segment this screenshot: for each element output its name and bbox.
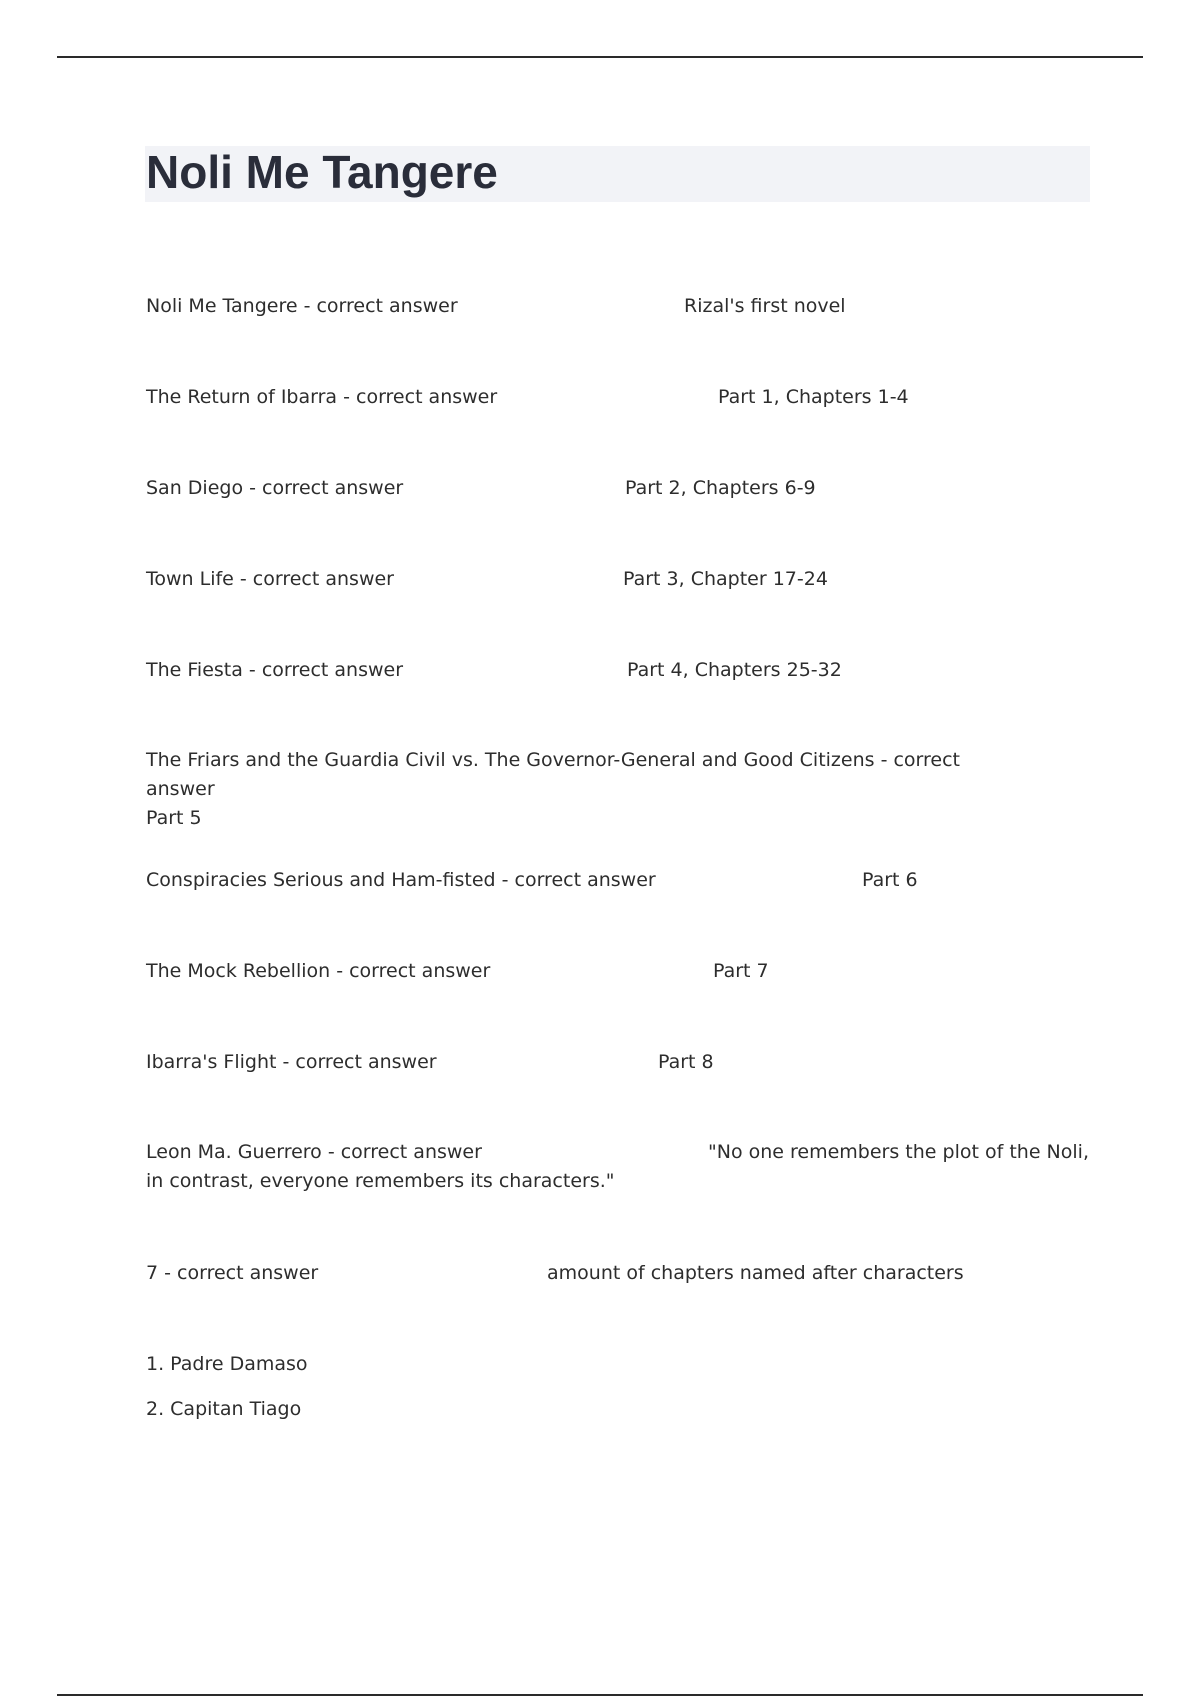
footer-rule [57, 1694, 1143, 1696]
card-term: Ibarra's Flight - correct answer [146, 1051, 437, 1073]
card-term: 7 - correct answer [146, 1262, 319, 1284]
card-term: Town Life - correct answer [146, 568, 394, 590]
card-definition: Part 1, Chapters 1-4 [718, 386, 909, 408]
card-term: Conspiracies Serious and Ham-fisted - correct answer [146, 869, 656, 891]
card-definition: Part 8 [658, 1051, 714, 1073]
card-term: San Diego - correct answer [146, 477, 404, 499]
list-item: 1. Padre Damaso [146, 1353, 308, 1375]
document-title: Noli Me Tangere [146, 146, 498, 198]
flashcard-row [146, 746, 1006, 833]
card-definition: Part 2, Chapters 6-9 [625, 477, 816, 499]
card-definition: Part 7 [713, 960, 769, 982]
card-term: The Return of Ibarra - correct answer [146, 386, 498, 408]
card-definition: Part 4, Chapters 25-32 [627, 659, 842, 681]
card-definition: Part 6 [862, 869, 918, 891]
card-definition: Rizal's first novel [684, 295, 846, 317]
list-item: 2. Capitan Tiago [146, 1398, 302, 1420]
header-rule [57, 56, 1143, 58]
card-definition: Part 3, Chapter 17-24 [623, 568, 828, 590]
card-term: Leon Ma. Guerrero - correct answer [146, 1141, 482, 1163]
card-definition: Part 5 [146, 807, 202, 829]
card-term: The Friars and the Guardia Civil vs. The Governor-General and Good Citizens - correct answer [146, 749, 960, 800]
card-definition: amount of chapters named after characters [547, 1262, 964, 1284]
card-definition: "No one remembers the plot of the Noli, in contrast, everyone remembers its characters." [146, 1141, 1089, 1192]
card-term: The Fiesta - correct answer [146, 659, 404, 681]
card-term: The Mock Rebellion - correct answer [146, 960, 491, 982]
flashcard-row [146, 1138, 1096, 1192]
card-term: Noli Me Tangere - correct answer [146, 295, 458, 317]
